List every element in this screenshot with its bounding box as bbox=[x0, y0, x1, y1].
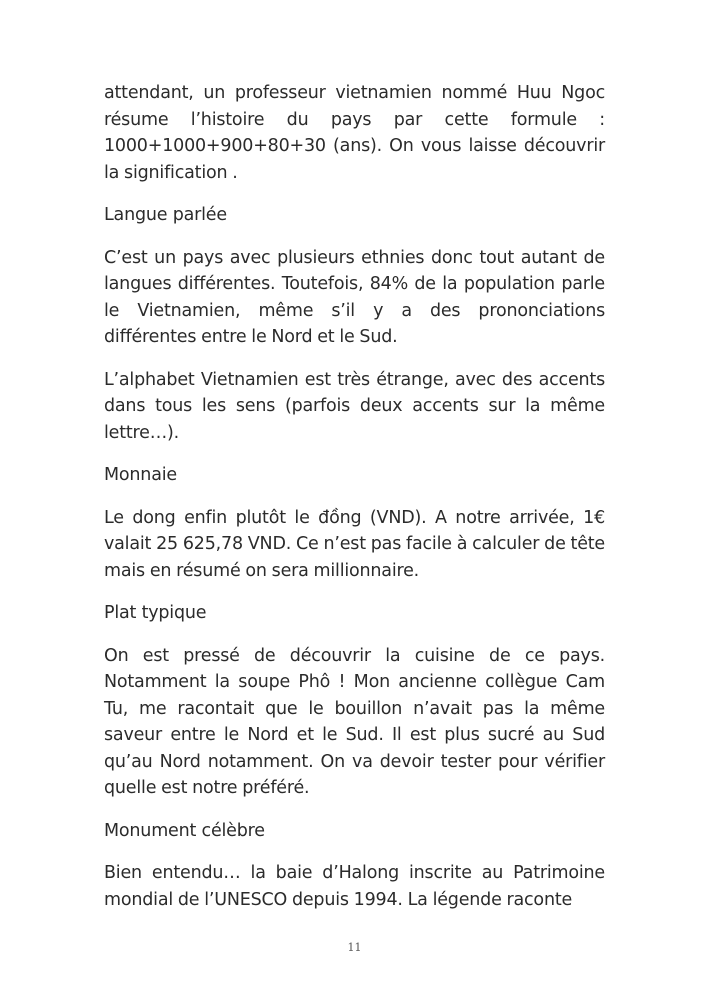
paragraph-currency: Le dong enfin plutôt le đồng (VND). A notre arrivée, 1€ valait 25 625,78 VND. Ce n’est pas facile à calculer de tête mais en résumé on sera millionnaire. bbox=[104, 507, 605, 581]
paragraph-languages: C’est un pays avec plusieurs ethnies donc tout autant de langues différentes. Toutefois, 84% de la population parle le Vietnamien, même s’il y a des prononciations différentes entre le Nord et le Sud. bbox=[104, 247, 605, 347]
heading-plat: Plat typique bbox=[104, 603, 207, 623]
heading-langue: Langue parlée bbox=[104, 205, 227, 225]
paragraph-monument: Bien entendu… la baie d’Halong inscrite au Patrimoine mondial de l’UNESCO depuis 1994. La légende raconte bbox=[104, 863, 605, 910]
heading-monument: Monument célèbre bbox=[104, 820, 265, 841]
paragraph-dish: On est pressé de découvrir la cuisine de ce pays. Notamment la soupe Phô ! Mon ancienne collègue Cam Tu, me racontait que le bouillon n’avait pas la même saveur entre le Nord et le Sud. Il est plus sucré au Sud qu’au Nord notamment. On va devoir tester pour vérifier quelle est notre préféré. bbox=[104, 645, 605, 798]
heading-monnaie: Monnaie bbox=[104, 465, 177, 485]
paragraph-history: attendant, un professeur vietnamien nommé Huu Ngoc résume l’histoire du pays par cette formule : 1000+1000+900+80+30 (ans). On vous laisse découvrir la signification . bbox=[104, 83, 605, 183]
page-number: 11 bbox=[347, 941, 362, 954]
document-page bbox=[104, 80, 605, 929]
paragraph-alphabet: L’alphabet Vietnamien est très étrange, avec des accents dans tous les sens (parfois deux accents sur la même lettre…). bbox=[104, 369, 605, 443]
